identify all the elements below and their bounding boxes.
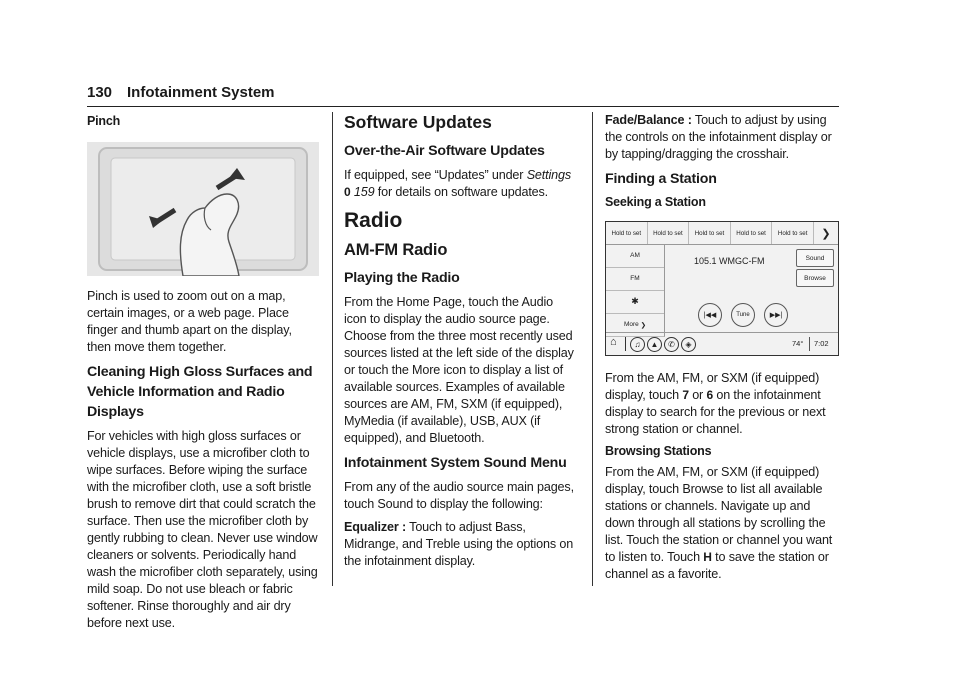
favorite-star-icon: H xyxy=(703,550,712,564)
seek-back-glyph-icon: 7 xyxy=(682,388,689,402)
source-am-button[interactable]: AM xyxy=(606,244,665,268)
seeking-heading: Seeking a Station xyxy=(605,195,706,209)
software-updates-heading: Software Updates xyxy=(344,112,492,132)
fade-text: Touch to adjust by using the controls on the infotainment display or by tapping/dragging the crosshair. xyxy=(605,113,832,161)
preset-bar xyxy=(606,222,838,245)
ota-text xyxy=(344,167,577,201)
ota-text-part: If equipped, see “Updates” under xyxy=(344,168,527,182)
seek-text xyxy=(605,370,839,438)
app-icon[interactable]: ◈ xyxy=(681,337,696,352)
pinch-hand-icon xyxy=(87,142,319,276)
settings-link-text[interactable]: Settings xyxy=(526,168,571,182)
amfm-heading: AM-FM Radio xyxy=(344,241,448,259)
playing-text: From the Home Page, touch the Audio icon to display the audio source page. Choose from the three most recently used sources listed at the left side of the display or touch the More icon to display a list of available sources. Examples of available sources are AM, FM, SXM (if equipped), MyMedia (if available), USB, AUX (if equipped), and Bluetooth. xyxy=(344,295,574,445)
pinch-gesture-figure xyxy=(87,142,319,276)
browse-button[interactable]: Browse xyxy=(796,269,834,287)
ota-text-part-2: for details on software updates. xyxy=(374,185,549,199)
preset-button[interactable]: Hold to set xyxy=(772,222,814,244)
column-middle xyxy=(344,112,577,576)
bar-divider xyxy=(625,337,626,351)
sound-menu-text: From any of the audio source main pages, touch Sound to display the following: xyxy=(344,480,574,511)
page-ref-icon: 0 xyxy=(344,185,351,199)
home-icon[interactable]: ⌂ xyxy=(610,336,617,348)
page-number: 130 xyxy=(87,84,113,101)
station-name: 105.1 WMGC-FM xyxy=(694,256,765,266)
more-label: More xyxy=(623,321,639,328)
page-header xyxy=(87,84,839,107)
bottom-bar xyxy=(606,332,838,355)
fade-item xyxy=(605,112,839,163)
source-fm-button[interactable]: FM xyxy=(606,267,665,291)
column-divider-2 xyxy=(592,112,593,586)
seek-forward-glyph-icon: 6 xyxy=(706,388,713,402)
browse-text xyxy=(605,464,839,583)
pinch-heading: Pinch xyxy=(87,114,121,128)
finding-heading: Finding a Station xyxy=(605,171,717,187)
preset-button[interactable]: Hold to set xyxy=(606,222,648,244)
preset-button[interactable]: Hold to set xyxy=(648,222,690,244)
seek-forward-icon[interactable]: ▶▶| xyxy=(764,303,788,327)
seek-text-part-1: From the AM, FM, or SXM (if equipped) display, touch xyxy=(605,371,820,402)
tune-button[interactable]: Tune xyxy=(731,303,755,327)
navigation-icon[interactable]: ▲ xyxy=(647,337,662,352)
bluetooth-icon[interactable]: ✱ xyxy=(606,290,665,314)
cleaning-heading: Cleaning High Gloss Surfaces and Vehicle Information and Radio Displays xyxy=(87,364,313,420)
browse-text-part-1: From the AM, FM, or SXM (if equipped) display, touch Browse to list all available stations or channels. Navigate up and down through all stations by scrolling the list. Touch the station or channel you want to listen to. Touch xyxy=(605,465,833,564)
chevron-right-icon[interactable]: ❯ xyxy=(821,227,831,240)
preset-button[interactable]: Hold to set xyxy=(731,222,773,244)
equalizer-item xyxy=(344,519,577,570)
browsing-heading: Browsing Stations xyxy=(605,444,712,458)
pinch-text: Pinch is used to zoom out on a map, certain images, or a web page. Place finger and thumb apart on the display, then move them together. xyxy=(87,289,292,354)
column-divider-1 xyxy=(332,112,333,586)
playing-heading: Playing the Radio xyxy=(344,270,460,286)
sound-button[interactable]: Sound xyxy=(796,249,834,267)
section-title: Infotainment System xyxy=(127,84,275,101)
equalizer-label: Equalizer : xyxy=(344,520,407,534)
fade-label: Fade/Balance : xyxy=(605,113,692,127)
seek-or: or xyxy=(688,388,707,402)
page-ref-number[interactable]: 159 xyxy=(353,185,375,199)
column-right xyxy=(605,112,839,589)
source-divider xyxy=(664,244,665,335)
preset-button[interactable]: Hold to set xyxy=(689,222,731,244)
seek-text-part-2: on the infotainment display to search for the previous or next strong station or channel. xyxy=(605,388,826,436)
browse-text-part-2: to save the station or channel as a favorite. xyxy=(605,550,829,581)
radio-heading: Radio xyxy=(344,209,403,232)
sound-menu-heading: Infotainment System Sound Menu xyxy=(344,455,567,471)
radio-screen xyxy=(605,221,839,356)
more-chevron-icon: ❯ xyxy=(638,321,647,329)
column-left xyxy=(87,112,319,638)
equalizer-text: Touch to adjust Bass, Midrange, and Treble using the options on the infotainment display. xyxy=(344,520,574,568)
clock-time: 7:02 xyxy=(814,339,829,348)
cleaning-text: For vehicles with high gloss surfaces or vehicle displays, use a microfiber cloth to wipe surfaces. Before wiping the surface with the microfiber cloth, use a soft bristle brush to remove dirt that could scratch the surface. Then use the microfiber cloth by gently rubbing to clean. Never use window cleaners or solvents. Periodically hand wash the microfiber cloth separately, using mild soap. Do not use bleach or fabric softener. Rinse thoroughly and air dry before next use. xyxy=(87,429,318,630)
seek-back-icon[interactable]: |◀◀ xyxy=(698,303,722,327)
bar-divider xyxy=(809,337,810,351)
ota-heading: Over-the-Air Software Updates xyxy=(344,143,545,159)
temperature: 74° xyxy=(792,339,804,348)
audio-icon[interactable]: ♫ xyxy=(630,337,645,352)
phone-icon[interactable]: ✆ xyxy=(664,337,679,352)
